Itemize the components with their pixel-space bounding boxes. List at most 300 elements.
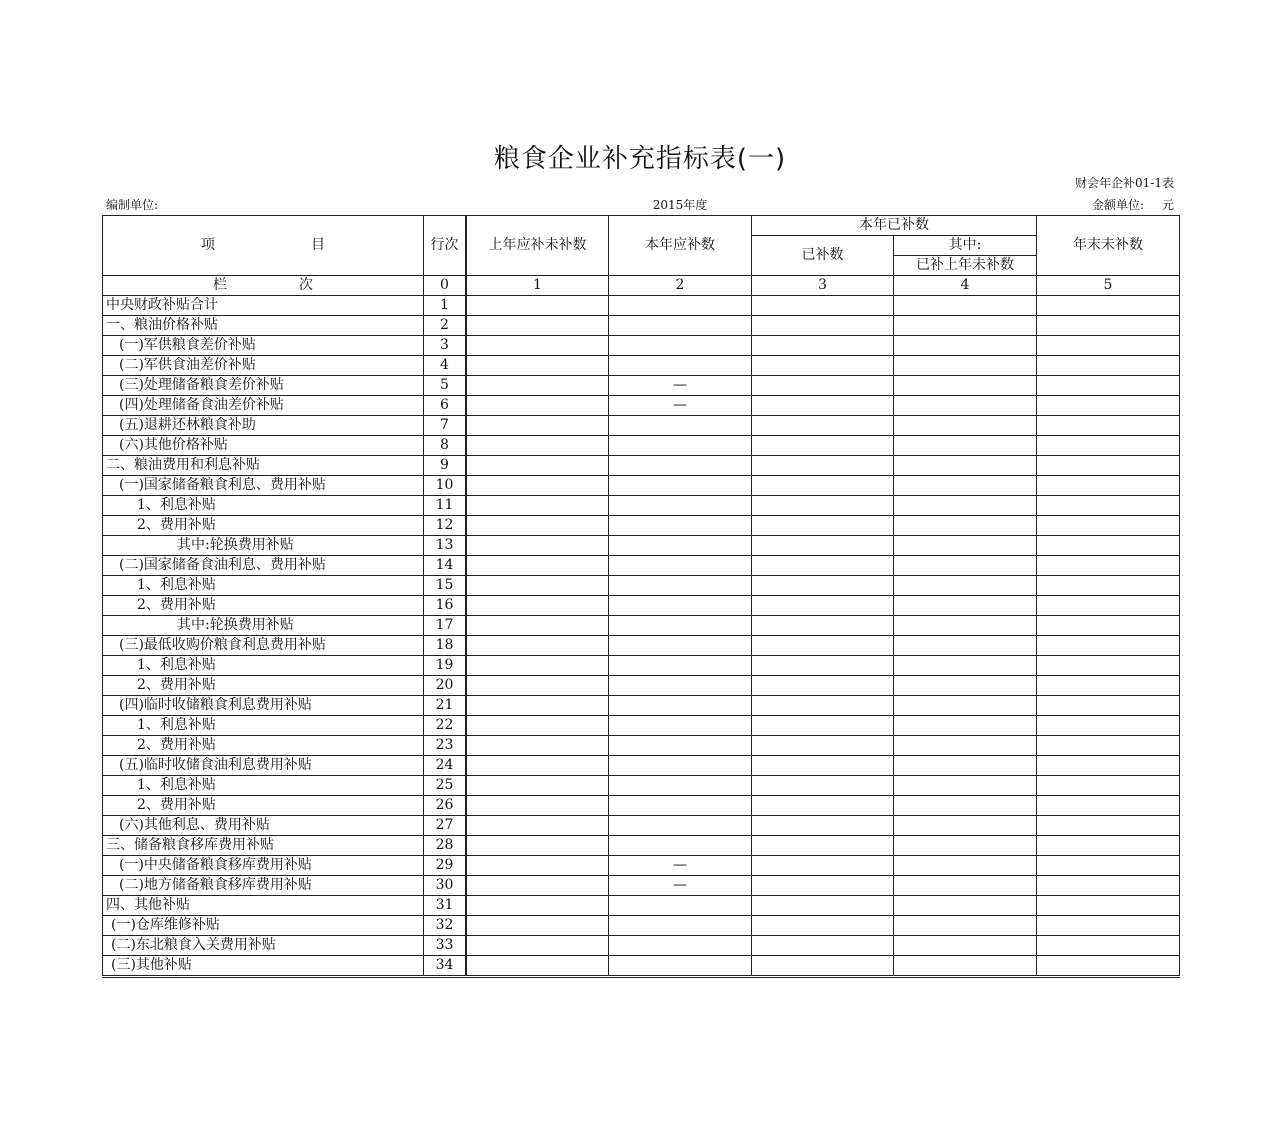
row-number: 27 bbox=[424, 816, 466, 836]
cell-year-end[interactable] bbox=[1037, 456, 1180, 476]
header-row-1 bbox=[103, 216, 1180, 236]
row-number: 25 bbox=[424, 776, 466, 796]
cell-paid[interactable] bbox=[752, 936, 894, 956]
cell-paid[interactable] bbox=[752, 536, 894, 556]
row-number: 3 bbox=[424, 336, 466, 356]
table-row bbox=[103, 876, 1180, 896]
cell-paid-prev[interactable] bbox=[894, 836, 1037, 856]
cell-year-end[interactable] bbox=[1037, 716, 1180, 736]
cell-paid-prev[interactable] bbox=[894, 636, 1037, 656]
cell-paid-prev[interactable] bbox=[894, 856, 1037, 876]
cell-year-end[interactable] bbox=[1037, 856, 1180, 876]
row-item-label: 三、储备粮食移库费用补贴 bbox=[103, 836, 424, 856]
cell-paid[interactable] bbox=[752, 336, 894, 356]
cell-prev-due[interactable] bbox=[467, 496, 609, 516]
cell-paid-prev[interactable] bbox=[894, 316, 1037, 336]
cell-prev-due[interactable] bbox=[467, 816, 609, 836]
cell-year-end[interactable] bbox=[1037, 516, 1180, 536]
cell-cur-due[interactable] bbox=[609, 696, 752, 716]
cell-paid-prev[interactable] bbox=[894, 436, 1037, 456]
table-row bbox=[103, 936, 1180, 956]
row-number: 8 bbox=[424, 436, 466, 456]
cell-prev-due[interactable] bbox=[467, 596, 609, 616]
cell-prev-due[interactable] bbox=[467, 756, 609, 776]
row-item-label: (五)退耕还林粮食补助 bbox=[103, 416, 424, 436]
table-row bbox=[103, 456, 1180, 476]
table-row bbox=[103, 816, 1180, 836]
table-row bbox=[103, 576, 1180, 596]
table-row bbox=[103, 736, 1180, 756]
cell-year-end[interactable] bbox=[1037, 736, 1180, 756]
cell-year-end[interactable] bbox=[1037, 756, 1180, 776]
cell-year-end[interactable] bbox=[1037, 916, 1180, 936]
cell-paid[interactable] bbox=[752, 816, 894, 836]
cell-year-end[interactable] bbox=[1037, 336, 1180, 356]
cell-year-end[interactable] bbox=[1037, 676, 1180, 696]
row-item-label: 二、粮油费用和利息补贴 bbox=[103, 456, 424, 476]
row-number: 22 bbox=[424, 716, 466, 736]
row-item-label: (二)地方储备粮食移库费用补贴 bbox=[103, 876, 424, 896]
cell-prev-due[interactable] bbox=[467, 776, 609, 796]
table-row bbox=[103, 616, 1180, 636]
column-label: 栏 次 bbox=[103, 276, 424, 296]
column-number: 2 bbox=[609, 276, 752, 296]
cell-cur-due[interactable] bbox=[609, 416, 752, 436]
table-row bbox=[103, 536, 1180, 556]
cell-year-end[interactable] bbox=[1037, 776, 1180, 796]
table-row bbox=[103, 496, 1180, 516]
row-item-label: (三)最低收购价粮食利息费用补贴 bbox=[103, 636, 424, 656]
cell-paid[interactable] bbox=[752, 576, 894, 596]
cell-cur-due[interactable] bbox=[609, 796, 752, 816]
row-item-label: (五)临时收储食油利息费用补贴 bbox=[103, 756, 424, 776]
table-row bbox=[103, 916, 1180, 936]
cell-prev-due[interactable] bbox=[467, 536, 609, 556]
cell-cur-due[interactable]: — bbox=[609, 396, 752, 416]
cell-cur-due[interactable] bbox=[609, 556, 752, 576]
cell-prev-due[interactable] bbox=[467, 856, 609, 876]
cell-paid[interactable] bbox=[752, 756, 894, 776]
row-number: 15 bbox=[424, 576, 466, 596]
row-number: 28 bbox=[424, 836, 466, 856]
cell-paid[interactable] bbox=[752, 676, 894, 696]
row-number: 20 bbox=[424, 676, 466, 696]
cell-cur-due[interactable] bbox=[609, 336, 752, 356]
cell-paid-prev[interactable] bbox=[894, 296, 1037, 316]
row-item-label: 1、利息补贴 bbox=[103, 496, 424, 516]
row-number: 19 bbox=[424, 656, 466, 676]
row-item-label: 2、费用补贴 bbox=[103, 516, 424, 536]
row-number: 7 bbox=[424, 416, 466, 436]
cell-year-end[interactable] bbox=[1037, 556, 1180, 576]
row-number: 6 bbox=[424, 396, 466, 416]
cell-cur-due[interactable]: — bbox=[609, 876, 752, 896]
cell-prev-due[interactable] bbox=[467, 956, 609, 977]
cell-prev-due[interactable] bbox=[467, 476, 609, 496]
cell-cur-due[interactable] bbox=[609, 576, 752, 596]
cell-paid[interactable] bbox=[752, 856, 894, 876]
cell-year-end[interactable] bbox=[1037, 436, 1180, 456]
cell-year-end[interactable] bbox=[1037, 296, 1180, 316]
column-number: 5 bbox=[1037, 276, 1180, 296]
cell-cur-due[interactable] bbox=[609, 636, 752, 656]
cell-year-end[interactable] bbox=[1037, 636, 1180, 656]
cell-paid-prev[interactable] bbox=[894, 796, 1037, 816]
cell-paid-prev[interactable] bbox=[894, 396, 1037, 416]
cell-year-end[interactable] bbox=[1037, 496, 1180, 516]
header-item-b: 目 bbox=[311, 237, 325, 253]
table-row bbox=[103, 596, 1180, 616]
header-item-a: 项 bbox=[201, 237, 215, 253]
cell-paid-prev[interactable] bbox=[894, 476, 1037, 496]
cell-paid[interactable] bbox=[752, 896, 894, 916]
column-number: 0 bbox=[424, 276, 466, 296]
cell-prev-due[interactable] bbox=[467, 836, 609, 856]
table-row bbox=[103, 316, 1180, 336]
cell-cur-due[interactable] bbox=[609, 536, 752, 556]
cell-paid[interactable] bbox=[752, 916, 894, 936]
row-item-label: (一)仓库维修补贴 bbox=[103, 916, 424, 936]
cell-cur-due[interactable] bbox=[609, 496, 752, 516]
cell-year-end[interactable] bbox=[1037, 536, 1180, 556]
cell-paid-prev[interactable] bbox=[894, 376, 1037, 396]
cell-paid-prev[interactable] bbox=[894, 496, 1037, 516]
table-row bbox=[103, 776, 1180, 796]
cell-paid-prev[interactable] bbox=[894, 716, 1037, 736]
cell-year-end[interactable] bbox=[1037, 356, 1180, 376]
cell-cur-due[interactable] bbox=[609, 436, 752, 456]
cell-paid[interactable] bbox=[752, 296, 894, 316]
row-item-label: (二)军供食油差价补贴 bbox=[103, 356, 424, 376]
cell-prev-due[interactable] bbox=[467, 736, 609, 756]
table-row bbox=[103, 636, 1180, 656]
cell-prev-due[interactable] bbox=[467, 916, 609, 936]
cell-prev-due[interactable] bbox=[467, 316, 609, 336]
form-number: 财会年企补01-1表 bbox=[1075, 176, 1174, 190]
cell-cur-due[interactable] bbox=[609, 816, 752, 836]
cell-prev-due[interactable] bbox=[467, 456, 609, 476]
header-cur-due: 本年应补数 bbox=[609, 216, 752, 276]
cell-paid[interactable] bbox=[752, 456, 894, 476]
row-item-label: 1、利息补贴 bbox=[103, 776, 424, 796]
row-item-label: 中央财政补贴合计 bbox=[103, 296, 424, 316]
row-number: 1 bbox=[424, 296, 466, 316]
cell-cur-due[interactable] bbox=[609, 936, 752, 956]
row-item-label: (二)东北粮食入关费用补贴 bbox=[103, 936, 424, 956]
cell-year-end[interactable] bbox=[1037, 696, 1180, 716]
cell-paid[interactable] bbox=[752, 376, 894, 396]
cell-paid[interactable] bbox=[752, 836, 894, 856]
row-number: 18 bbox=[424, 636, 466, 656]
row-item-label: 2、费用补贴 bbox=[103, 676, 424, 696]
cell-prev-due[interactable] bbox=[467, 676, 609, 696]
cell-paid-prev[interactable] bbox=[894, 956, 1037, 977]
cell-paid[interactable] bbox=[752, 796, 894, 816]
cell-year-end[interactable] bbox=[1037, 576, 1180, 596]
cell-year-end[interactable] bbox=[1037, 316, 1180, 336]
cell-paid-prev[interactable] bbox=[894, 516, 1037, 536]
row-number: 34 bbox=[424, 956, 466, 977]
cell-paid[interactable] bbox=[752, 636, 894, 656]
cell-paid-prev[interactable] bbox=[894, 596, 1037, 616]
cell-paid[interactable] bbox=[752, 496, 894, 516]
row-number: 24 bbox=[424, 756, 466, 776]
table-row bbox=[103, 416, 1180, 436]
cell-paid[interactable] bbox=[752, 616, 894, 636]
table-row bbox=[103, 336, 1180, 356]
page-title: 粮食企业补充指标表(一) bbox=[493, 144, 787, 174]
cell-paid-prev[interactable] bbox=[894, 896, 1037, 916]
cell-year-end[interactable] bbox=[1037, 416, 1180, 436]
cell-prev-due[interactable] bbox=[467, 936, 609, 956]
cell-paid[interactable] bbox=[752, 356, 894, 376]
header-paid-prev: 已补上年未补数 bbox=[894, 256, 1037, 276]
reporting-unit-label: 编制单位: bbox=[106, 198, 159, 212]
cell-cur-due[interactable] bbox=[609, 476, 752, 496]
cell-paid[interactable] bbox=[752, 316, 894, 336]
header-cur-paid-group: 本年已补数 bbox=[752, 216, 1037, 236]
cell-year-end[interactable] bbox=[1037, 476, 1180, 496]
column-number: 4 bbox=[894, 276, 1037, 296]
cell-year-end[interactable] bbox=[1037, 656, 1180, 676]
row-item-label: (三)其他补贴 bbox=[103, 956, 424, 977]
cell-cur-due[interactable] bbox=[609, 316, 752, 336]
cell-prev-due[interactable] bbox=[467, 556, 609, 576]
cell-paid-prev[interactable] bbox=[894, 536, 1037, 556]
cell-paid-prev[interactable] bbox=[894, 776, 1037, 796]
cell-prev-due[interactable] bbox=[467, 716, 609, 736]
table-row bbox=[103, 676, 1180, 696]
cell-cur-due[interactable]: — bbox=[609, 856, 752, 876]
row-item-label: (一)国家储备粮食利息、费用补贴 bbox=[103, 476, 424, 496]
amount-unit-label: 金额单位: bbox=[1091, 198, 1144, 212]
table-row bbox=[103, 396, 1180, 416]
cell-year-end[interactable] bbox=[1037, 376, 1180, 396]
cell-paid-prev[interactable] bbox=[894, 756, 1037, 776]
cell-paid-prev[interactable] bbox=[894, 816, 1037, 836]
cell-prev-due[interactable] bbox=[467, 616, 609, 636]
table-row bbox=[103, 356, 1180, 376]
cell-cur-due[interactable]: — bbox=[609, 376, 752, 396]
cell-year-end[interactable] bbox=[1037, 836, 1180, 856]
table-row bbox=[103, 556, 1180, 576]
cell-year-end[interactable] bbox=[1037, 956, 1180, 977]
row-number: 17 bbox=[424, 616, 466, 636]
table-row bbox=[103, 436, 1180, 456]
cell-paid-prev[interactable] bbox=[894, 936, 1037, 956]
row-number: 4 bbox=[424, 356, 466, 376]
cell-prev-due[interactable] bbox=[467, 436, 609, 456]
row-item-label: 2、费用补贴 bbox=[103, 736, 424, 756]
row-number: 26 bbox=[424, 796, 466, 816]
cell-paid[interactable] bbox=[752, 476, 894, 496]
row-number: 21 bbox=[424, 696, 466, 716]
header-year-end: 年末未补数 bbox=[1037, 216, 1180, 276]
cell-cur-due[interactable] bbox=[609, 776, 752, 796]
cell-cur-due[interactable] bbox=[609, 516, 752, 536]
cell-paid[interactable] bbox=[752, 656, 894, 676]
report-period: 2015年度 bbox=[652, 198, 708, 212]
cell-paid[interactable] bbox=[752, 956, 894, 977]
row-item-label: 1、利息补贴 bbox=[103, 576, 424, 596]
column-number: 1 bbox=[467, 276, 609, 296]
row-number: 9 bbox=[424, 456, 466, 476]
row-item-label: 其中:轮换费用补贴 bbox=[103, 616, 424, 636]
header-item bbox=[103, 216, 424, 276]
table-row bbox=[103, 516, 1180, 536]
row-number: 5 bbox=[424, 376, 466, 396]
cell-paid[interactable] bbox=[752, 436, 894, 456]
cell-cur-due[interactable] bbox=[609, 616, 752, 636]
cell-year-end[interactable] bbox=[1037, 596, 1180, 616]
row-number: 14 bbox=[424, 556, 466, 576]
header-of-which: 其中: bbox=[894, 236, 1037, 256]
cell-paid-prev[interactable] bbox=[894, 356, 1037, 376]
cell-cur-due[interactable] bbox=[609, 596, 752, 616]
cell-paid-prev[interactable] bbox=[894, 416, 1037, 436]
row-item-label: (一)军供粮食差价补贴 bbox=[103, 336, 424, 356]
cell-year-end[interactable] bbox=[1037, 896, 1180, 916]
row-number: 31 bbox=[424, 896, 466, 916]
row-item-label: 1、利息补贴 bbox=[103, 656, 424, 676]
row-item-label: 四、其他补贴 bbox=[103, 896, 424, 916]
table-row bbox=[103, 896, 1180, 916]
row-item-label: 2、费用补贴 bbox=[103, 596, 424, 616]
cell-cur-due[interactable] bbox=[609, 916, 752, 936]
cell-paid-prev[interactable] bbox=[894, 696, 1037, 716]
row-number: 16 bbox=[424, 596, 466, 616]
table-row bbox=[103, 796, 1180, 816]
table-row bbox=[103, 836, 1180, 856]
row-item-label: (二)国家储备食油利息、费用补贴 bbox=[103, 556, 424, 576]
cell-prev-due[interactable] bbox=[467, 516, 609, 536]
cell-cur-due[interactable] bbox=[609, 836, 752, 856]
table-row bbox=[103, 476, 1180, 496]
cell-paid-prev[interactable] bbox=[894, 576, 1037, 596]
cell-paid[interactable] bbox=[752, 596, 894, 616]
cell-paid-prev[interactable] bbox=[894, 676, 1037, 696]
row-item-label: (三)处理储备粮食差价补贴 bbox=[103, 376, 424, 396]
table-row bbox=[103, 296, 1180, 316]
cell-paid-prev[interactable] bbox=[894, 656, 1037, 676]
row-number: 10 bbox=[424, 476, 466, 496]
cell-prev-due[interactable] bbox=[467, 356, 609, 376]
cell-paid-prev[interactable] bbox=[894, 916, 1037, 936]
row-number: 12 bbox=[424, 516, 466, 536]
row-item-label: 其中:轮换费用补贴 bbox=[103, 536, 424, 556]
row-number: 32 bbox=[424, 916, 466, 936]
table-row bbox=[103, 956, 1180, 977]
cell-cur-due[interactable] bbox=[609, 296, 752, 316]
cell-year-end[interactable] bbox=[1037, 616, 1180, 636]
row-number: 30 bbox=[424, 876, 466, 896]
cell-prev-due[interactable] bbox=[467, 896, 609, 916]
table-row bbox=[103, 756, 1180, 776]
cell-year-end[interactable] bbox=[1037, 876, 1180, 896]
row-number: 33 bbox=[424, 936, 466, 956]
header-row-no: 行次 bbox=[424, 216, 466, 276]
cell-paid[interactable] bbox=[752, 516, 894, 536]
cell-year-end[interactable] bbox=[1037, 796, 1180, 816]
row-item-label: 2、费用补贴 bbox=[103, 796, 424, 816]
cell-year-end[interactable] bbox=[1037, 816, 1180, 836]
amount-unit bbox=[1092, 198, 1174, 212]
row-number: 2 bbox=[424, 316, 466, 336]
row-item-label: (四)处理储备食油差价补贴 bbox=[103, 396, 424, 416]
cell-paid[interactable] bbox=[752, 716, 894, 736]
row-item-label: 一、粮油价格补贴 bbox=[103, 316, 424, 336]
cell-paid-prev[interactable] bbox=[894, 456, 1037, 476]
cell-prev-due[interactable] bbox=[467, 576, 609, 596]
cell-prev-due[interactable] bbox=[467, 416, 609, 436]
cell-cur-due[interactable] bbox=[609, 756, 752, 776]
table-row bbox=[103, 376, 1180, 396]
cell-prev-due[interactable] bbox=[467, 376, 609, 396]
row-item-label: (一)中央储备粮食移库费用补贴 bbox=[103, 856, 424, 876]
cell-cur-due[interactable] bbox=[609, 716, 752, 736]
cell-paid[interactable] bbox=[752, 696, 894, 716]
row-number: 29 bbox=[424, 856, 466, 876]
cell-year-end[interactable] bbox=[1037, 396, 1180, 416]
cell-cur-due[interactable] bbox=[609, 736, 752, 756]
cell-paid-prev[interactable] bbox=[894, 736, 1037, 756]
cell-paid[interactable] bbox=[752, 876, 894, 896]
header-paid: 已补数 bbox=[752, 236, 894, 276]
row-item-label: (四)临时收储粮食利息费用补贴 bbox=[103, 696, 424, 716]
cell-prev-due[interactable] bbox=[467, 636, 609, 656]
row-number: 11 bbox=[424, 496, 466, 516]
row-item-label: (六)其他价格补贴 bbox=[103, 436, 424, 456]
cell-paid[interactable] bbox=[752, 556, 894, 576]
cell-cur-due[interactable] bbox=[609, 656, 752, 676]
row-number: 13 bbox=[424, 536, 466, 556]
row-number: 23 bbox=[424, 736, 466, 756]
cell-prev-due[interactable] bbox=[467, 336, 609, 356]
header-prev-due: 上年应补未补数 bbox=[467, 216, 609, 276]
cell-prev-due[interactable] bbox=[467, 696, 609, 716]
cell-paid-prev[interactable] bbox=[894, 336, 1037, 356]
cell-paid-prev[interactable] bbox=[894, 556, 1037, 576]
column-number-row bbox=[103, 276, 1180, 296]
cell-year-end[interactable] bbox=[1037, 936, 1180, 956]
cell-paid-prev[interactable] bbox=[894, 616, 1037, 636]
indicator-table bbox=[102, 215, 1180, 978]
row-item-label: (六)其他利息、费用补贴 bbox=[103, 816, 424, 836]
cell-cur-due[interactable] bbox=[609, 676, 752, 696]
cell-prev-due[interactable] bbox=[467, 656, 609, 676]
table-row bbox=[103, 856, 1180, 876]
table-row bbox=[103, 656, 1180, 676]
cell-prev-due[interactable] bbox=[467, 296, 609, 316]
cell-paid[interactable] bbox=[752, 736, 894, 756]
cell-cur-due[interactable] bbox=[609, 956, 752, 977]
cell-prev-due[interactable] bbox=[467, 796, 609, 816]
cell-paid[interactable] bbox=[752, 396, 894, 416]
cell-paid-prev[interactable] bbox=[894, 876, 1037, 896]
amount-unit-value: 元 bbox=[1161, 198, 1174, 212]
cell-cur-due[interactable] bbox=[609, 456, 752, 476]
table-row bbox=[103, 696, 1180, 716]
cell-paid[interactable] bbox=[752, 416, 894, 436]
table-row bbox=[103, 716, 1180, 736]
row-item-label: 1、利息补贴 bbox=[103, 716, 424, 736]
column-number: 3 bbox=[752, 276, 894, 296]
cell-cur-due[interactable] bbox=[609, 356, 752, 376]
cell-prev-due[interactable] bbox=[467, 396, 609, 416]
cell-prev-due[interactable] bbox=[467, 876, 609, 896]
cell-cur-due[interactable] bbox=[609, 896, 752, 916]
cell-paid[interactable] bbox=[752, 776, 894, 796]
